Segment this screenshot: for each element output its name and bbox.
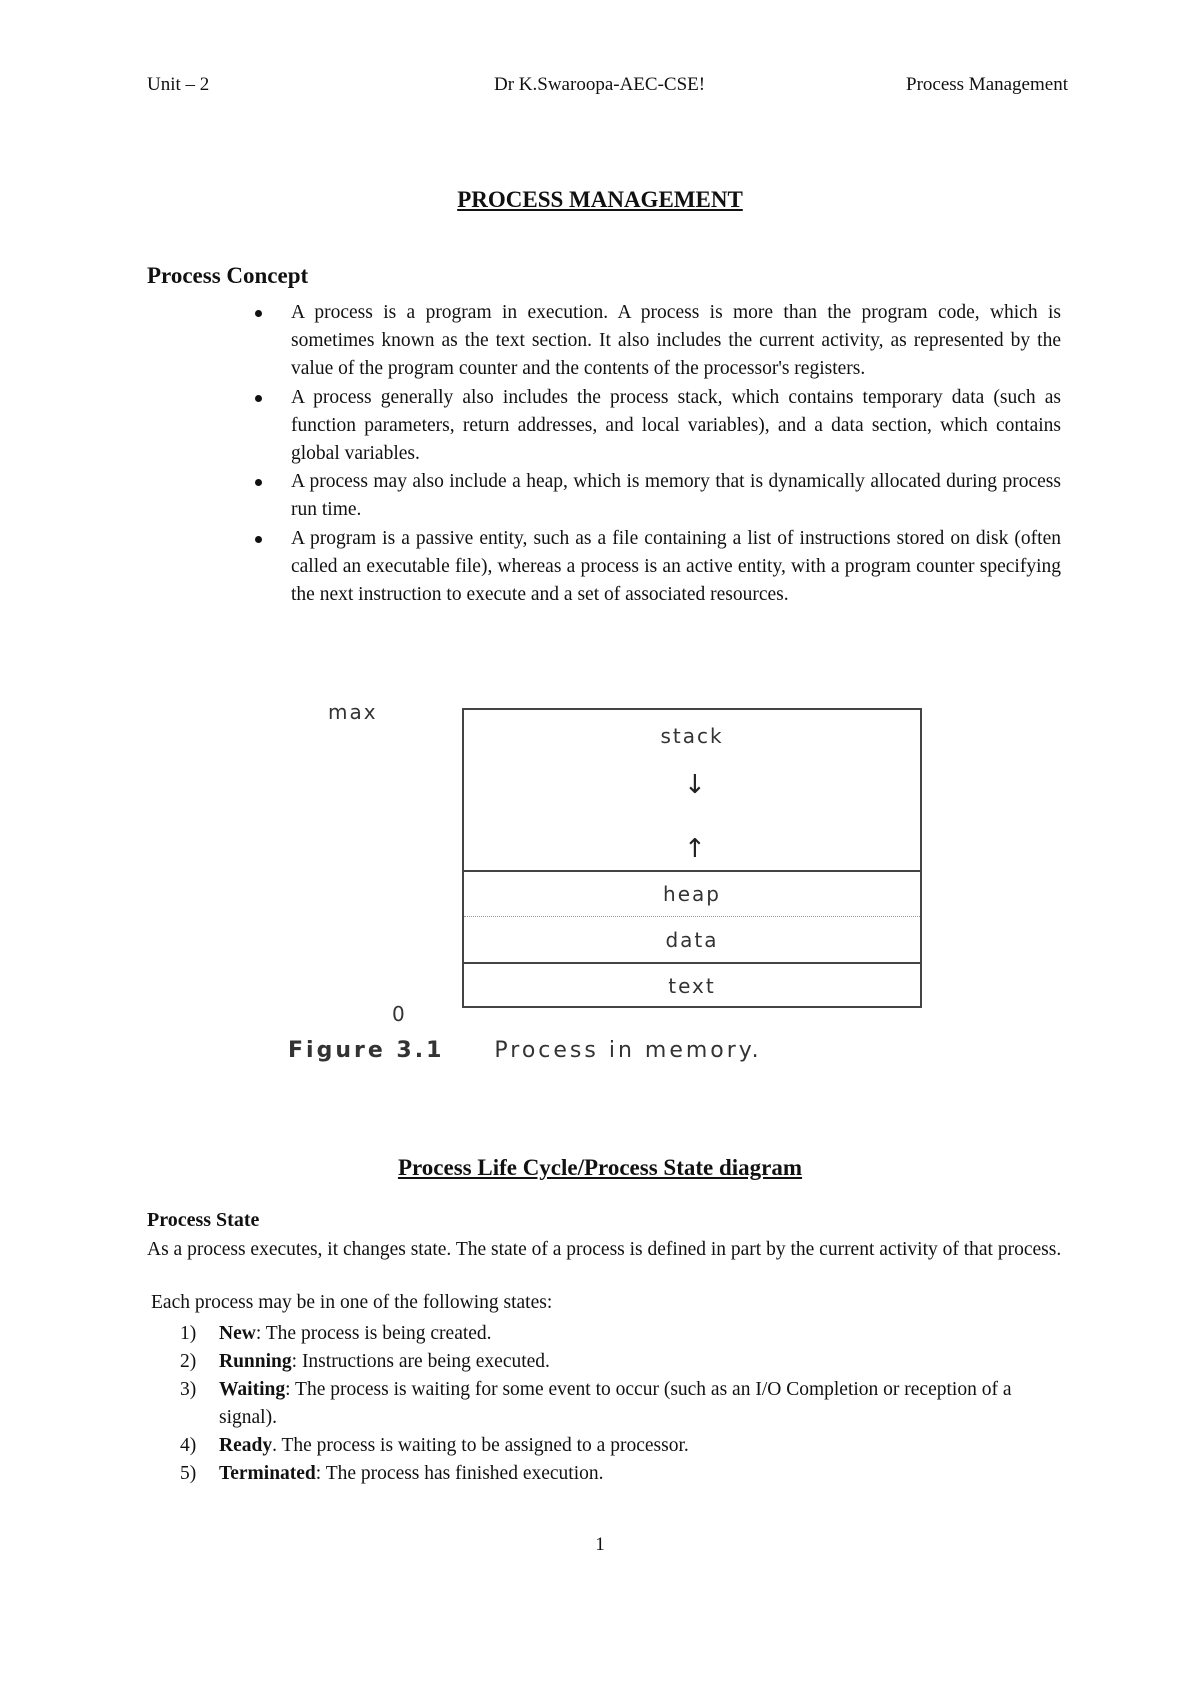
list-item-text: A process is a program in execution. A process is more than the program code, which is sometimes known as the text section. It also includes the current activity, as represented by the value of the program counter and the contents of the processor's registers. xyxy=(291,302,1061,380)
state-separator: . xyxy=(272,1435,277,1456)
section-heading-process-concept: Process Concept xyxy=(147,263,309,288)
data-segment-label: data xyxy=(665,928,719,952)
states-intro: Each process may be in one of the following states: xyxy=(151,1292,553,1313)
state-name: Running xyxy=(219,1351,292,1372)
state-description: Instructions are being executed. xyxy=(297,1351,550,1372)
list-item xyxy=(180,1320,1060,1348)
list-item xyxy=(180,1460,1060,1488)
list-number: 3) xyxy=(180,1379,197,1400)
state-description: The process is being created. xyxy=(261,1323,492,1344)
state-separator: : xyxy=(315,1463,322,1484)
state-description: The process is waiting to be assigned to a processor. xyxy=(276,1435,689,1456)
heap-divider xyxy=(464,870,920,872)
data-divider xyxy=(464,916,920,917)
list-item-text: A program is a passive entity, such as a file containing a list of instructions stored on disk (often called an executable file), whereas a process is an active entity, with a program counter specifying the next instruction to execute and a set of associated resources. xyxy=(291,527,1061,606)
heap-segment-label: heap xyxy=(663,882,721,906)
bullet-icon xyxy=(255,479,262,486)
figure-caption-title: Process in memory. xyxy=(494,1038,762,1063)
arrow-down-icon: ↓ xyxy=(684,770,706,800)
state-name: Waiting xyxy=(219,1379,286,1400)
figure-caption-number: Figure 3.1 xyxy=(288,1038,445,1063)
process-state-paragraph: As a process executes, it changes state. The state of a process is defined in part by the current activity of that process. xyxy=(147,1239,1062,1260)
zero-address-label: 0 xyxy=(392,1002,407,1026)
list-item xyxy=(255,468,1061,524)
state-name: Ready xyxy=(219,1435,273,1456)
state-separator: : xyxy=(285,1379,291,1400)
header-unit: Unit – 2 xyxy=(147,74,210,95)
state-name: Terminated xyxy=(219,1463,316,1484)
max-address-label: max xyxy=(328,700,378,724)
state-separator: : xyxy=(255,1323,262,1344)
process-concept-list xyxy=(255,299,1061,609)
list-item-text: A process may also include a heap, which is memory that is dynamically allocated during process run time. xyxy=(291,471,1061,521)
process-states-list xyxy=(180,1320,1060,1488)
text-divider xyxy=(464,962,920,964)
memory-layout-box xyxy=(462,708,922,1008)
header-author: Dr K.Swaroopa-AEC-CSE! xyxy=(494,74,706,95)
subheading-process-state: Process State xyxy=(147,1209,260,1231)
stack-segment-label: stack xyxy=(660,724,724,748)
list-item xyxy=(180,1376,1060,1432)
state-separator: : xyxy=(291,1351,298,1372)
list-item xyxy=(180,1432,1060,1460)
list-number: 5) xyxy=(180,1463,197,1484)
page-number: 1 xyxy=(595,1534,605,1555)
state-description: The process is waiting for some event to occur (such as an I/O Completion or reception of a signal). xyxy=(219,1379,1012,1428)
figure-caption xyxy=(288,1038,762,1063)
list-item xyxy=(255,384,1061,469)
bullet-icon xyxy=(255,395,262,402)
section-title-lifecycle: Process Life Cycle/Process State diagram xyxy=(397,1155,803,1180)
process-memory-figure xyxy=(288,700,980,1080)
list-item xyxy=(255,299,1061,384)
list-item-text: A process generally also includes the process stack, which contains temporary data (such as function parameters, return addresses, and local variables), and a data section, which contains global variables. xyxy=(291,386,1061,465)
arrow-up-icon: ↑ xyxy=(684,834,706,864)
state-name: New xyxy=(219,1323,256,1344)
bullet-icon xyxy=(255,310,262,317)
list-item xyxy=(180,1348,1060,1376)
list-item xyxy=(255,525,1061,610)
bullet-icon xyxy=(255,536,262,543)
state-description: The process has finished execution. xyxy=(321,1463,604,1484)
text-segment-label: text xyxy=(668,974,716,998)
list-number: 2) xyxy=(180,1351,197,1372)
header-subject: Process Management xyxy=(906,74,1068,95)
list-number: 1) xyxy=(180,1323,197,1344)
list-number: 4) xyxy=(180,1435,197,1456)
page-title: PROCESS MANAGEMENT xyxy=(457,187,743,212)
